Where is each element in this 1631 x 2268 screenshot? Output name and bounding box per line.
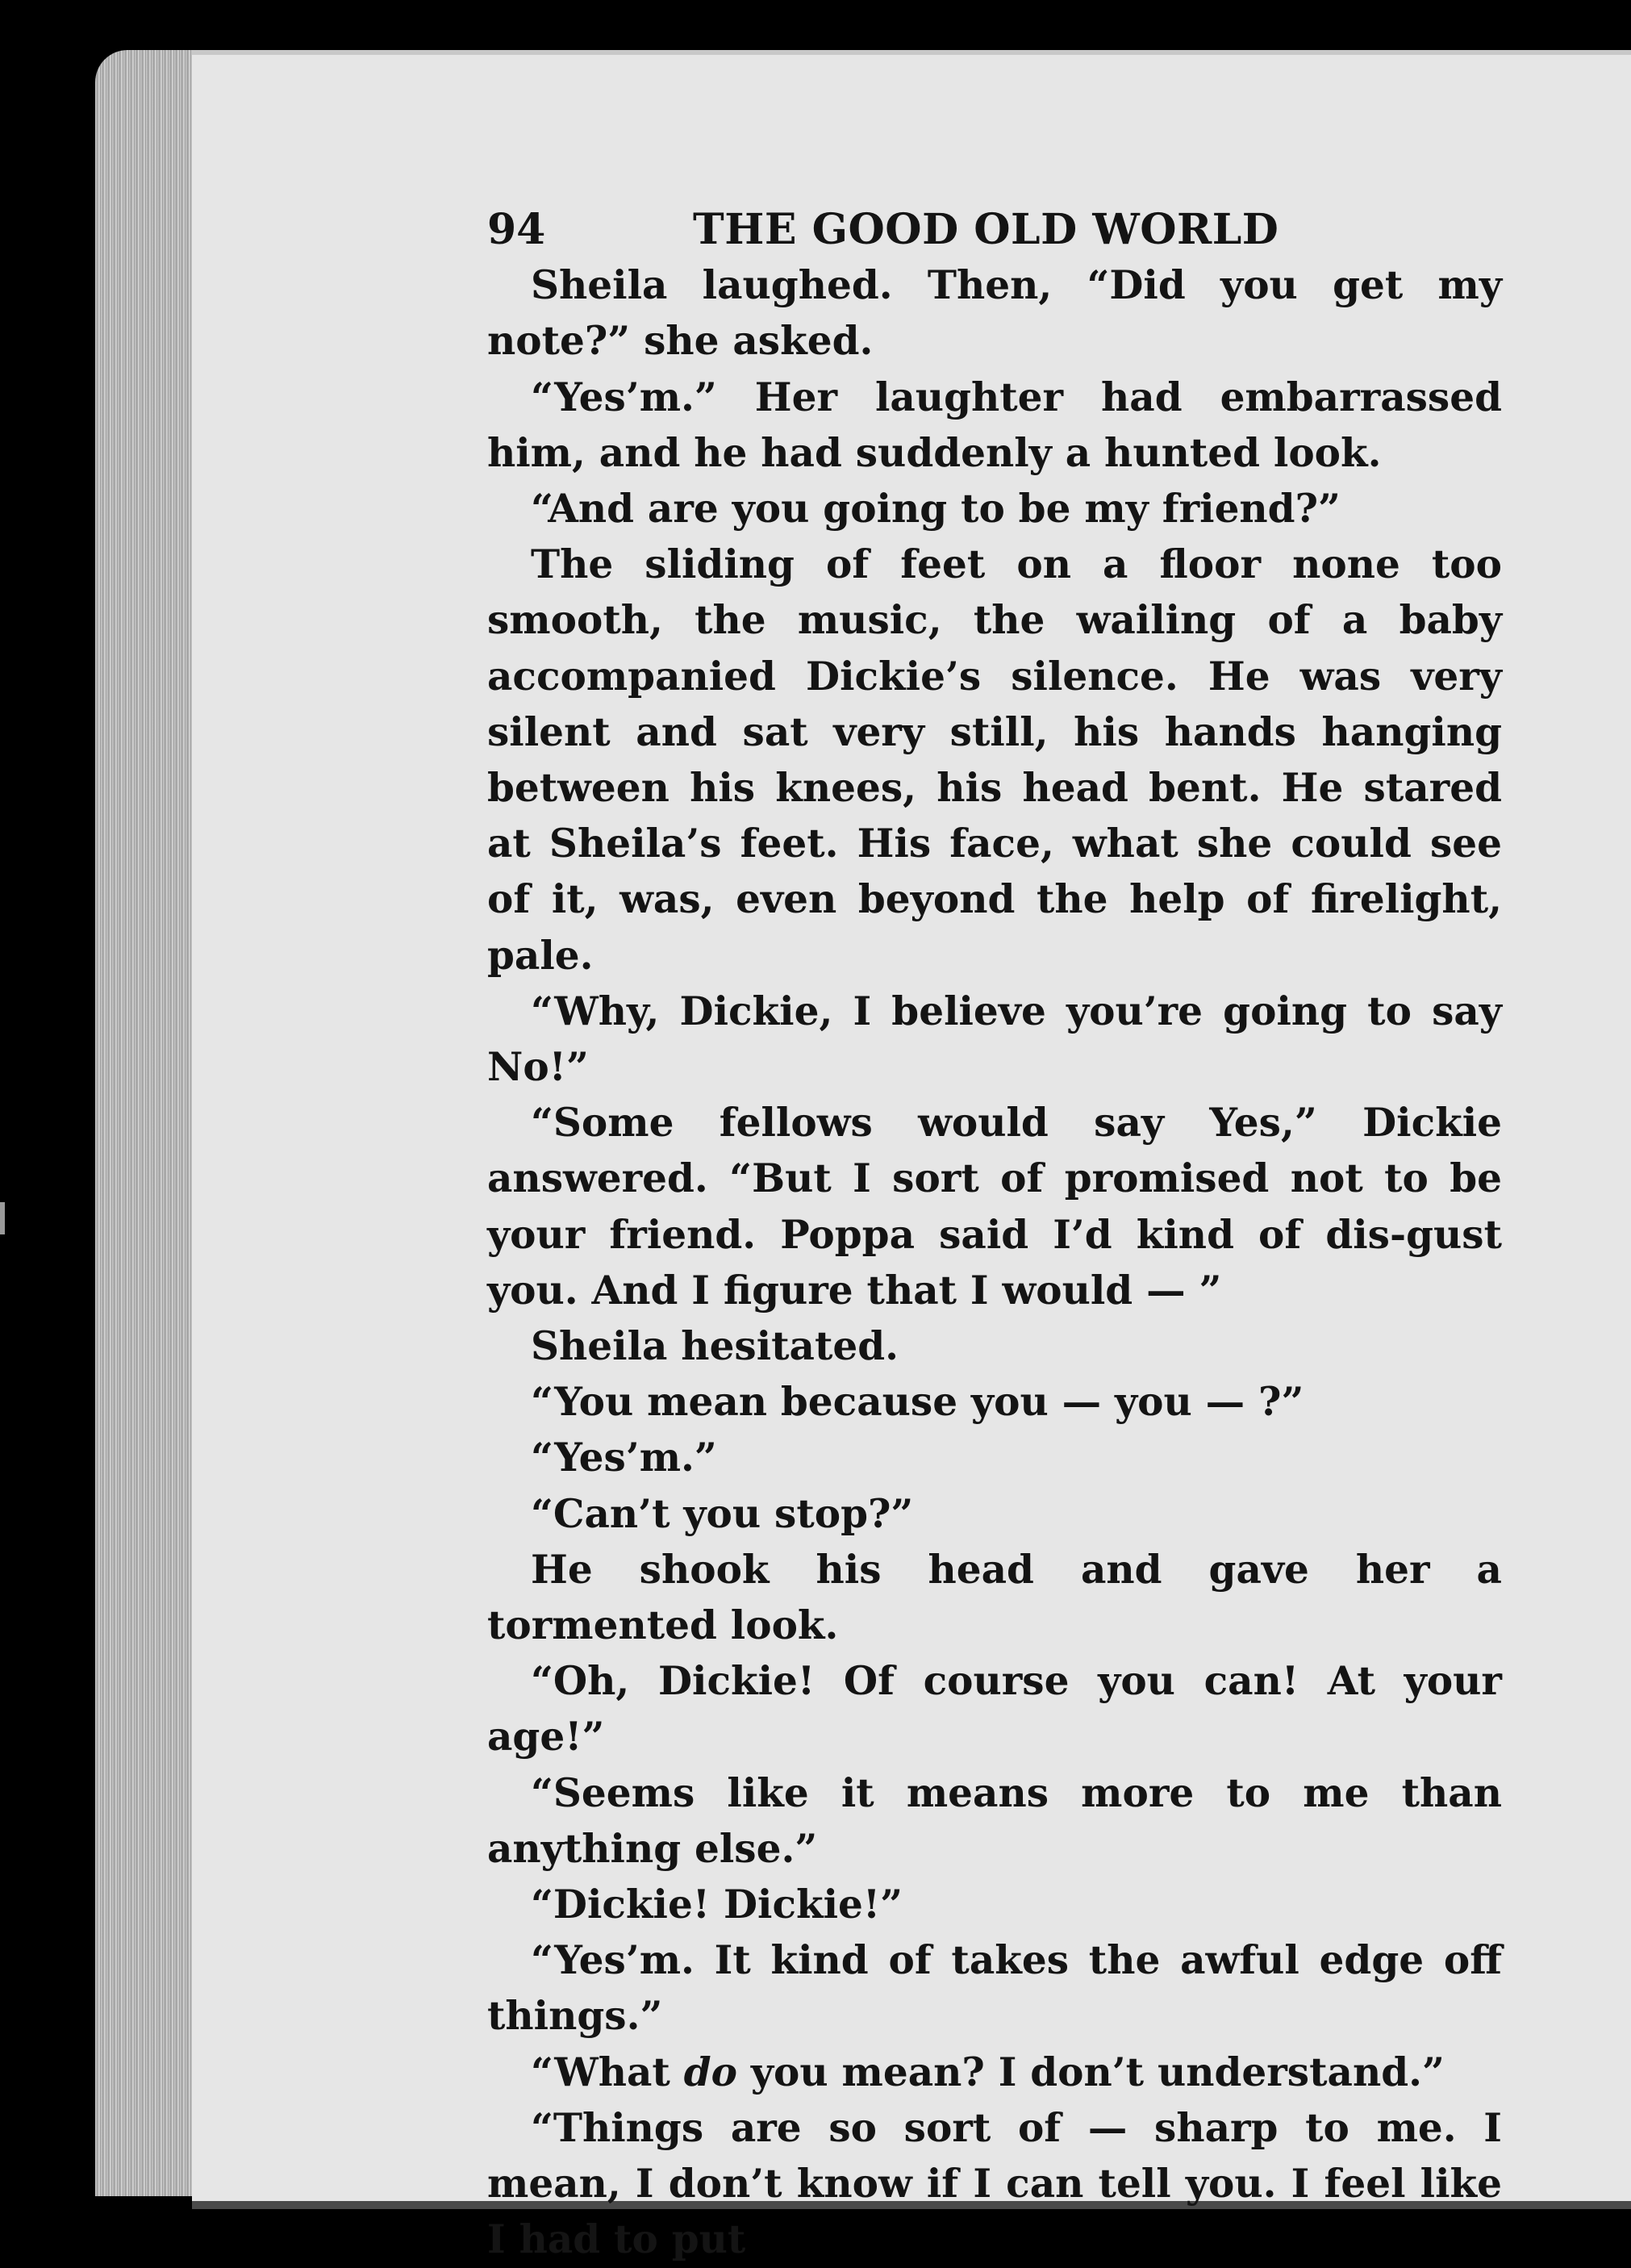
- text-block: [487, 202, 1502, 2268]
- paragraph: “And are you going to be my friend?”: [531, 486, 1341, 532]
- paragraph: “Things are so sort of — sharp to me. I mean, I don’t know if I can tell you. I feel like I had to put: [487, 2104, 1502, 2263]
- spine-mark: [0, 1202, 5, 1234]
- paragraph: Sheila laughed. Then, “Did you get my note?” she asked.: [487, 262, 1502, 365]
- paragraph: “Yes’m. It kind of takes the awful edge off things.”: [487, 1937, 1502, 2040]
- paragraph: “Dickie! Dickie!”: [531, 1882, 903, 1928]
- paragraph: “Yes’m.” Her laughter had embarrassed him, and he had suddenly a hunted look.: [487, 374, 1502, 476]
- page-number: 94: [487, 205, 546, 254]
- running-title: THE GOOD OLD WORLD: [693, 205, 1279, 254]
- paragraph: “Some fellows would say Yes,” Dickie answered. “But I sort of promised not to be your friend. Poppa said I’d kind of dis-gust you. And I figure that I would — ”: [487, 1100, 1502, 1314]
- paragraph: The sliding of feet on a floor none too smooth, the music, the wailing of a baby accompanied Dickie’s silence. He was very silent and sat very still, his hands hanging between his knees, his head bent. He stared at Sheila’s feet. His face, what she could see of it, was, even beyond the help of firelight, pale.: [487, 541, 1502, 979]
- paragraph: Sheila hesitated.: [531, 1323, 899, 1370]
- paragraph-with-emphasis: [487, 2045, 1502, 2100]
- paragraph: “Why, Dickie, I believe you’re going to say No!”: [487, 988, 1502, 1091]
- paragraph: “You mean because you — you — ?”: [531, 1379, 1304, 1426]
- paragraph: “Oh, Dickie! Of course you can! At your age!”: [487, 1658, 1502, 1761]
- paragraph-text-before: “What: [531, 2049, 684, 2095]
- paragraph: He shook his head and gave her a tormented look.: [487, 1546, 1502, 1649]
- paragraph: “Yes’m.”: [531, 1435, 717, 1481]
- emphasized-word: do: [683, 2049, 737, 2095]
- paragraph: “Seems like it means more to me than anything else.”: [487, 1769, 1502, 1872]
- paragraph-text-after: you mean? I don’t understand.”: [736, 2049, 1445, 2095]
- paragraph: “Can’t you stop?”: [531, 1490, 914, 1537]
- page-header: [487, 202, 1502, 257]
